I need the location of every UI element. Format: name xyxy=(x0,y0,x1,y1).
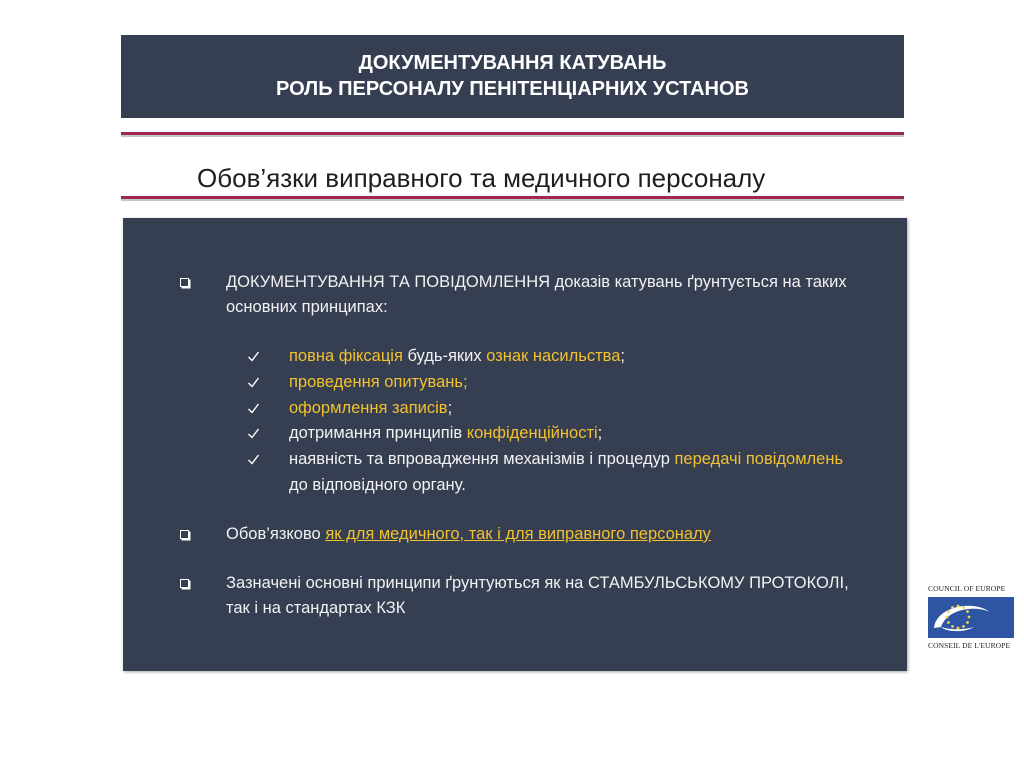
principle-text-segment: передачі повідомлень xyxy=(674,450,844,469)
principle-item xyxy=(289,396,843,422)
bullet-item-standards xyxy=(226,571,849,621)
bullet-text-segment: Обов’язково xyxy=(226,525,326,543)
principle-text-segment: ; xyxy=(597,424,603,443)
principle-text-segment: повна фіксація xyxy=(289,347,403,365)
principles-list xyxy=(289,344,843,499)
checkmark-icon xyxy=(247,427,260,440)
checkmark-icon xyxy=(247,402,260,415)
bullet-item-mandatory xyxy=(226,522,711,547)
principle-item xyxy=(289,344,843,370)
principle-text-segment: ознак насильства xyxy=(486,347,621,365)
checkbox-square-icon xyxy=(180,579,189,588)
principle-item xyxy=(289,447,843,473)
bullet-text-line: Зазначені основні принципи ґрунтуються як на СТАМБУЛЬСЬКОМУ ПРОТОКОЛІ, xyxy=(226,574,849,592)
subtitle-divider xyxy=(121,196,904,201)
header-title-line-2: РОЛЬ ПЕРСОНАЛУ ПЕНІТЕНЦІАРНИХ УСТАНОВ xyxy=(276,78,749,100)
principle-item xyxy=(289,370,843,396)
principle-text-segment: конфіденційності xyxy=(466,424,598,443)
bullet-text-line: так і на стандартах КЗК xyxy=(226,599,406,617)
checkmark-icon xyxy=(247,376,260,389)
principle-text-segment: проведення опитувань xyxy=(289,372,464,391)
checkmark-icon xyxy=(247,350,260,363)
logo-top-text: COUNCIL OF EUROPE xyxy=(928,584,1006,593)
principle-text-segment: наявність та впровадження механізмів і процедур xyxy=(289,450,675,469)
principle-item xyxy=(289,421,843,447)
council-of-europe-emblem-icon xyxy=(928,597,1014,638)
header-divider xyxy=(121,132,904,137)
checkbox-square-icon xyxy=(180,278,189,287)
checkmark-icon xyxy=(247,453,260,466)
content-panel xyxy=(123,218,907,671)
principle-text-segment: дотримання принципів xyxy=(289,424,467,443)
section-subtitle: Обов’язки виправного та медичного персоналу xyxy=(197,163,766,193)
bullet-text-line: основних принципах: xyxy=(226,298,388,316)
slide-header xyxy=(121,35,904,118)
bullet-text-segment: як для медичного, так і для виправного персоналу xyxy=(325,525,711,543)
principle-text-segment: ; xyxy=(463,372,468,391)
header-title-line-1: ДОКУМЕНТУВАННЯ КАТУВАНЬ xyxy=(358,52,667,74)
principle-item-continuation: до відповідного органу. xyxy=(289,475,466,494)
principle-text-segment: ; xyxy=(620,347,625,365)
checkbox-square-icon xyxy=(180,530,189,539)
principle-text-segment: будь-яких xyxy=(402,347,487,365)
council-of-europe-logo xyxy=(928,584,1015,650)
bullet-item-documentation-principles xyxy=(226,270,847,320)
bullet-text-line xyxy=(226,522,711,547)
principle-text-segment: ; xyxy=(447,398,453,417)
principle-text-segment: оформлення записів xyxy=(289,398,448,417)
bullet-text-line: ДОКУМЕНТУВАННЯ ТА ПОВІДОМЛЕННЯ доказів катувань ґрунтується на таких xyxy=(226,273,847,291)
logo-bottom-text: CONSEIL DE L'EUROPE xyxy=(928,641,1011,650)
